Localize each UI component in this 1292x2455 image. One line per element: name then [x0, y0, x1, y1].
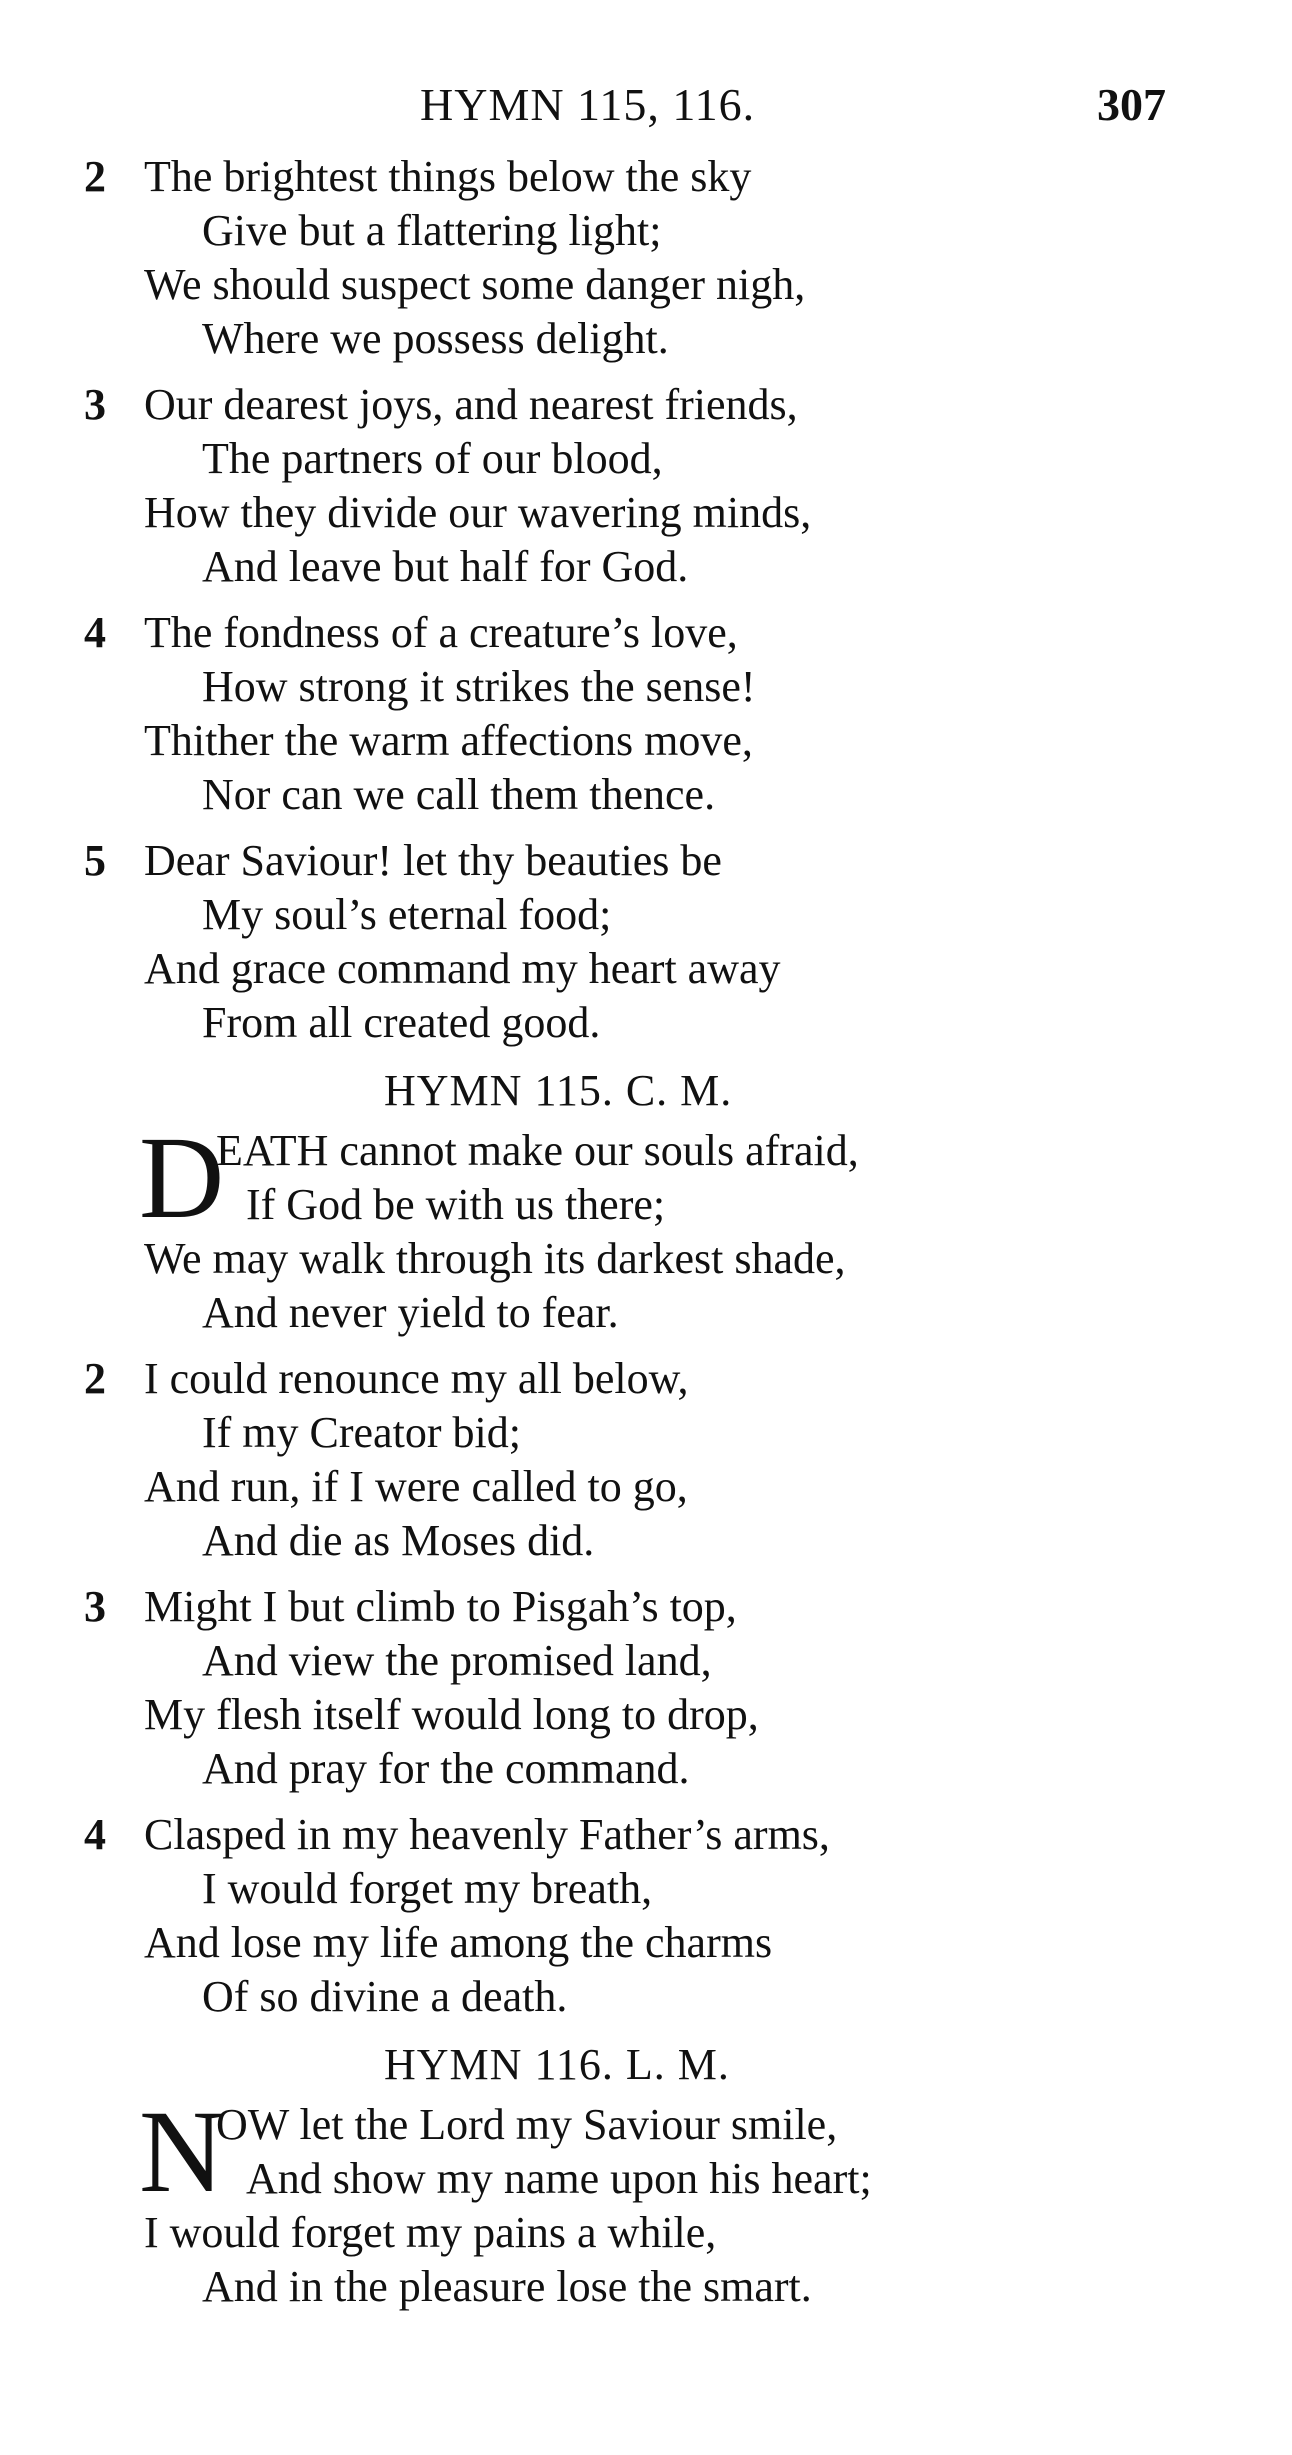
stanza	[84, 150, 1234, 366]
page-header	[0, 78, 1292, 138]
stanza	[84, 1112, 1234, 1340]
page-content	[84, 150, 1234, 2326]
verse-line: We may walk through its darkest shade,	[144, 1234, 846, 1283]
stanza	[84, 1808, 1234, 2024]
verse-line: I could renounce my all below,	[144, 1354, 689, 1403]
verse-line: From all created good.	[202, 998, 601, 1047]
verse-line: The partners of our blood,	[202, 434, 663, 483]
page-number: 307	[1097, 79, 1166, 130]
verse-line: I would forget my pains a while,	[144, 2208, 717, 2257]
verse-line: Thither the warm affections move,	[144, 716, 753, 765]
stanza-number: 4	[84, 608, 106, 657]
verse-line: Clasped in my heavenly Father’s arms,	[144, 1810, 830, 1859]
verse-line: And die as Moses did.	[202, 1516, 595, 1565]
stanza-number: 4	[84, 1810, 106, 1859]
verse-line: How they divide our wavering minds,	[144, 488, 812, 537]
verse-line: And leave but half for God.	[202, 542, 689, 591]
verse-line: And never yield to fear.	[202, 1288, 619, 1337]
verse-line: And in the pleasure lose the smart.	[202, 2262, 812, 2311]
verse-line: And lose my life among the charms	[144, 1918, 773, 1967]
drop-cap: N	[139, 2086, 225, 2217]
stanza-number: 3	[84, 1582, 106, 1631]
verse-line: And pray for the command.	[202, 1744, 690, 1793]
verse-line: My soul’s eternal food;	[202, 890, 612, 939]
stanza	[84, 378, 1234, 594]
stanza	[84, 606, 1234, 822]
verse-line: My flesh itself would long to drop,	[144, 1690, 759, 1739]
verse-line: I would forget my breath,	[202, 1864, 653, 1913]
verse-line: The fondness of a creature’s love,	[144, 608, 738, 657]
verse-line: Might I but climb to Pisgah’s top,	[144, 1582, 737, 1631]
stanza	[84, 834, 1234, 1050]
stanza-number: 5	[84, 836, 106, 885]
stanza	[84, 2086, 1234, 2314]
stanza	[84, 1352, 1234, 1568]
verse-line: And run, if I were called to go,	[144, 1462, 688, 1511]
drop-cap: D	[139, 1112, 225, 1243]
hymn-heading: HYMN 116. L. M.	[384, 2040, 730, 2089]
verse-line: How strong it strikes the sense!	[202, 662, 756, 711]
verse-line: And view the promised land,	[202, 1636, 712, 1685]
verse-line: Where we possess delight.	[202, 314, 669, 363]
verse-line: Nor can we call them thence.	[202, 770, 716, 819]
verse-line: Of so divine a death.	[202, 1972, 568, 2021]
verse-line: If God be with us there;	[246, 1180, 666, 1229]
verse-line: If my Creator bid;	[202, 1408, 521, 1457]
verse-line: Give but a flattering light;	[202, 206, 662, 255]
stanza	[84, 1580, 1234, 1796]
verse-line: And grace command my heart away	[144, 944, 781, 993]
hymn-heading: HYMN 115. C. M.	[384, 1066, 733, 1115]
verse-line: Our dearest joys, and nearest friends,	[144, 380, 798, 429]
verse-line: The brightest things below the sky	[144, 152, 752, 201]
verse-line: And show my name upon his heart;	[246, 2154, 872, 2203]
stanza-number: 3	[84, 380, 106, 429]
verse-line: OW let the Lord my Saviour smile,	[216, 2100, 838, 2149]
stanza-number: 2	[84, 1354, 106, 1403]
verse-line: EATH cannot make our souls afraid,	[216, 1126, 859, 1175]
stanza-number: 2	[84, 152, 106, 201]
running-title: HYMN 115, 116.	[420, 79, 756, 130]
verse-line: We should suspect some danger nigh,	[144, 260, 806, 309]
verse-line: Dear Saviour! let thy beauties be	[144, 836, 722, 885]
